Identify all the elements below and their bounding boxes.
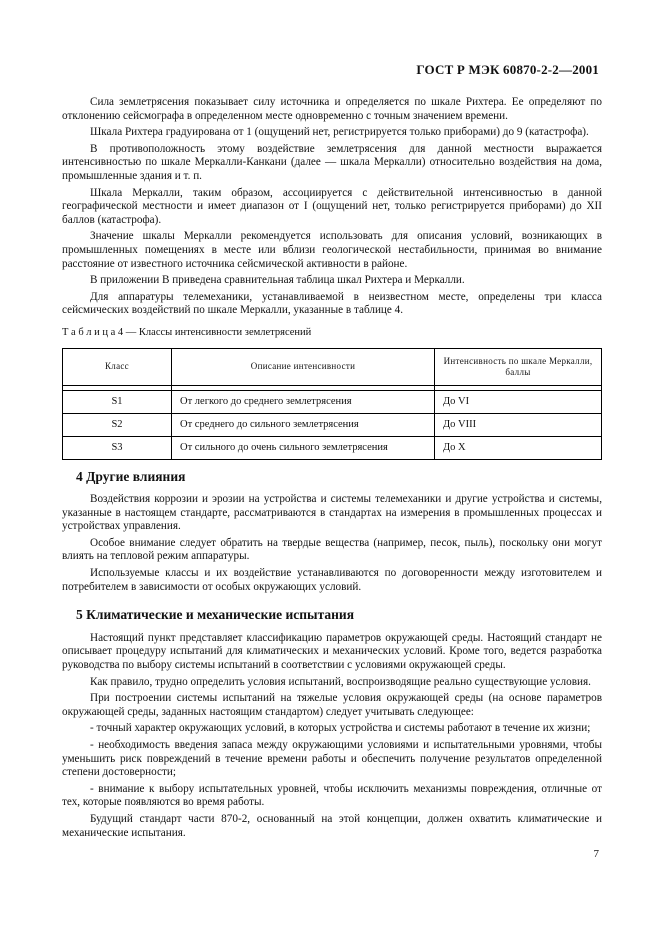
paragraph: - необходимость введения запаса между окружающими условиями и испытательными уровнями, чтобы уменьшить риск повреждений в течение времени работы и обеспечить получение результатов определенной степени достоверности; [62,739,602,779]
page-number: 7 [593,848,599,860]
page-content [62,96,602,843]
seismic-classes-table [62,348,602,460]
table-cell-description: От среднего до сильного землетрясения [172,413,435,436]
paragraph: - точный характер окружающих условий, в которых устройства и системы работают в течение их жизни; [90,722,591,735]
paragraph: Для аппаратуры телемеханики, устанавливаемой в неизвестном месте, определены три класса сейсмических воздействий по шкале Меркалли, указанные в таблице 4. [62,290,602,317]
paragraph: Особое внимание следует обратить на твердые вещества (например, песок, пыль), поскольку они могут влиять на тепловой режим аппаратуры. [62,536,602,563]
paragraph: Воздействия коррозии и эрозии на устройства и системы телемеханики и другие устройства и системы, указанные в настоящем стандарте, рассматриваются в стандартах на измерения в промышленных процессах и устройствах управления. [62,493,602,533]
table-row [63,390,602,413]
table-cell-intensity: До VIII [435,413,602,436]
table-row [63,436,602,459]
table-cell-intensity: До VI [435,390,602,413]
paragraph: В приложении В приведена сравнительная таблица шкал Рихтера и Меркалли. [90,274,465,287]
table-header-class: Класс [63,348,172,385]
paragraph: Сила землетрясения показывает силу источника и определяется по шкале Рихтера. Ее определяют по отклонению сейсмографа в определенном месте одновременно с точным значением времени. [62,96,602,122]
table-cell-description: От легкого до среднего землетрясения [172,390,435,413]
paragraph: Шкала Меркалли, таким образом, ассоциируется с действительной интенсивностью в данной географической местности и имеет диапазон от I (ощущений нет, только регистрируется приборами) до XII баллов (катастрофа). [62,186,602,226]
table-header-row [63,348,602,385]
section-4-heading: 4 Другие влияния [76,468,186,484]
section-5-heading: 5 Климатические и механические испытания [76,607,354,623]
paragraph: Используемые классы и их воздействие устанавливаются по договоренности между изготовителем и потребителем в зависимости от особых окружающих условий. [62,567,602,593]
table-cell-description: От сильного до очень сильного землетрясения [172,436,435,459]
paragraph: Шкала Рихтера градуирована от 1 (ощущений нет, регистрируется только приборами) до 9 (катастрофа). [90,126,589,139]
paragraph: Будущий стандарт части 870-2, основанный на этой концепции, должен охватить климатические и механические испытания. [62,812,602,839]
table-row [63,413,602,436]
paragraph: Значение шкалы Меркалли рекомендуется использовать для описания условий, возникающих в промышленных помещениях в месте или вблизи геологической нестабильности, принимая во внимание расстояние от известного источника сейсмической активности в районе. [62,230,602,270]
table-cell-class: S2 [63,413,172,436]
paragraph: Как правило, трудно определить условия испытаний, воспроизводящие реально существующие условия. [90,675,591,688]
table-header-intensity: Интенсивность по шкале Меркалли, баллы [435,348,602,385]
document-header: ГОСТ Р МЭК 60870-2-2—2001 [416,62,599,77]
table-header-description: Описание интенсивности [172,348,435,385]
table-cell-class: S1 [63,390,172,413]
table-cell-class: S3 [63,436,172,459]
table-caption: Т а б л и ц а 4 — Классы интенсивности землетрясений [62,326,312,338]
paragraph: - внимание к выбору испытательных уровней, чтобы исключить механизмы повреждения, отличные от тех, которые появляются во время работы. [62,782,602,809]
paragraph: В противоположность этому воздействие землетрясения для данной местности выражается интенсивностью по шкале Меркалли-Канкани (далее — шкала Меркалли) относительно воздействия на дома, промышленные здания и т. п. [62,142,602,182]
table-cell-intensity: До X [435,436,602,459]
paragraph: При построении системы испытаний на тяжелые условия окружающей среды (на основе параметров окружающей среды, заданных настоящим стандартом) следует учитывать следующее: [62,692,602,718]
paragraph: Настоящий пункт представляет классификацию параметров окружающей среды. Настоящий стандарт не описывает процедуру испытаний для климатических и механических условий. Кроме того, ведется разработка руководства по выбору системы испытаний в соответствии с условиями окружающей среды. [62,631,602,672]
